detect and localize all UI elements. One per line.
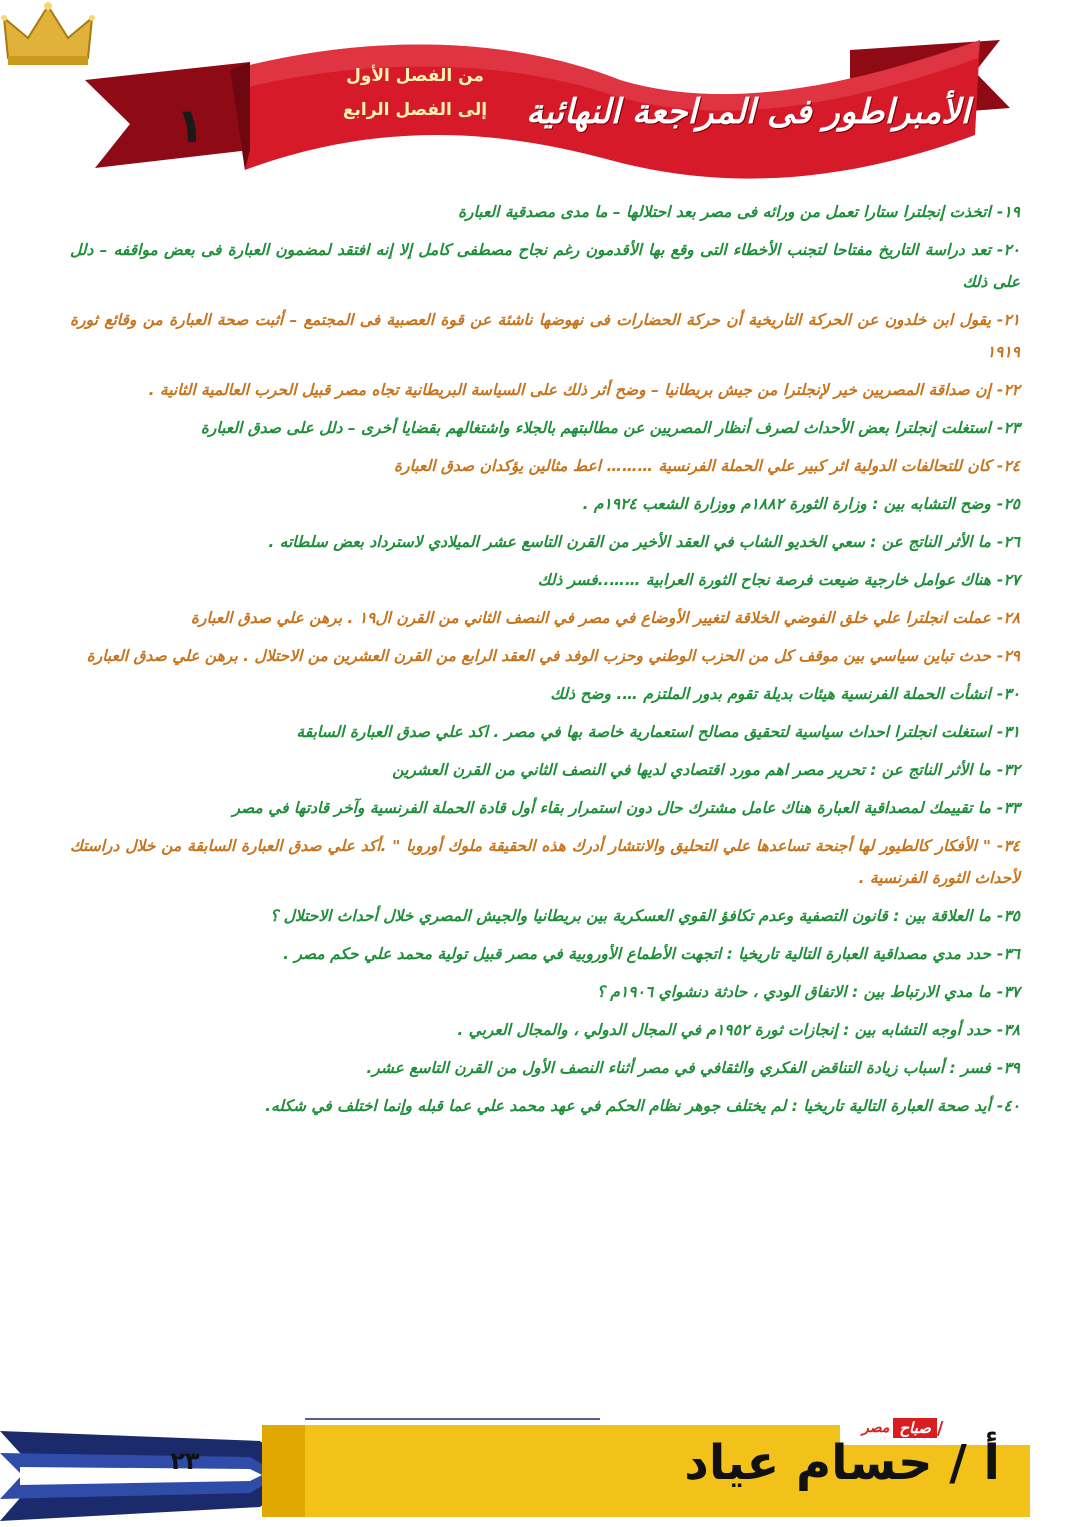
question-number: ٣٤- bbox=[996, 837, 1020, 855]
question-number: ٣٨- bbox=[996, 1021, 1020, 1039]
question-text: إن صداقة المصريين خير لإنجلترا من جيش بريطانيا – وضح أثر ذلك على السياسة البريطانية تجاه مصر قبيل الحرب العالمية الثانية . bbox=[148, 381, 991, 399]
question-text: انشأت الحملة الفرنسية هيئات بديلة تقوم بدور الملتزم …. وضح ذلك bbox=[550, 685, 991, 703]
question-item bbox=[70, 526, 1020, 558]
question-item bbox=[70, 678, 1020, 710]
question-item bbox=[70, 900, 1020, 932]
question-number: ٣٦- bbox=[996, 945, 1020, 963]
header-banner bbox=[0, 0, 1080, 200]
question-item bbox=[70, 564, 1020, 596]
question-number: ٢٩- bbox=[996, 647, 1020, 665]
question-text: كان للتحالفات الدولية اثر كبير علي الحملة الفرنسية ……… اعط مثالين يؤكدان صدق العبارة bbox=[393, 457, 991, 475]
chapter-number: ١ bbox=[175, 98, 205, 154]
question-number: ٢٢- bbox=[996, 381, 1020, 399]
page-number: ٢٣ bbox=[170, 1447, 200, 1475]
question-item bbox=[70, 450, 1020, 482]
question-text: ما مدي الارتباط بين : الاتفاق الودي ، حادثة دنشواي ١٩٠٦م ؟ bbox=[596, 983, 991, 1001]
question-number: ٢٣- bbox=[996, 419, 1020, 437]
question-item bbox=[70, 1014, 1020, 1046]
banner-subtitle-to: إلى الفصل الرابع bbox=[342, 100, 488, 120]
question-item bbox=[70, 1052, 1020, 1084]
question-item bbox=[70, 196, 1020, 228]
question-item bbox=[70, 412, 1020, 444]
question-text: وضح التشابه بين : وزارة الثورة ١٨٨٢م ووزارة الشعب ١٩٢٤م . bbox=[582, 495, 991, 513]
question-number: ٣٢- bbox=[996, 761, 1020, 779]
question-number: ١٩- bbox=[996, 203, 1020, 221]
question-text: حدد أوجه التشابه بين : إنجازات ثورة ١٩٥٢م في المجال الدولي ، والمجال العربي . bbox=[457, 1021, 991, 1039]
crown-icon bbox=[0, 0, 96, 70]
question-text: عملت انجلترا علي خلق الفوضي الخلاقة لتغيير الأوضاع في مصر في النصف الثاني من القرن ال١٩ . برهن علي صدق العبارة bbox=[190, 609, 991, 627]
footer bbox=[0, 1395, 1080, 1527]
question-text: هناك عوامل خارجية ضيعت فرصة نجاح الثورة العرابية ……..فسر ذلك bbox=[537, 571, 991, 589]
question-item bbox=[70, 938, 1020, 970]
question-item bbox=[70, 792, 1020, 824]
question-number: ٣٩- bbox=[996, 1059, 1020, 1077]
question-text: اتخذت إنجلترا ستارا تعمل من ورائه فى مصر بعد احتلالها – ما مدى مصدقية العبارة bbox=[457, 203, 991, 221]
question-item bbox=[70, 234, 1020, 298]
question-number: ٢٤- bbox=[996, 457, 1020, 475]
author-name: أ / حسام عياد bbox=[684, 1435, 1000, 1491]
question-item bbox=[70, 488, 1020, 520]
question-text: استغلت إنجلترا بعض الأحداث لصرف أنظار المصريين عن مطالبتهم بالجلاء واشتغالهم بقضايا أخرى – دلل على صدق العبارة bbox=[200, 419, 991, 437]
question-text: فسر : أسباب زيادة التناقض الفكري والثقافي في مصر أثناء النصف الأول من القرن التاسع عشر. bbox=[366, 1059, 991, 1077]
logo-mark-icon: / bbox=[936, 1417, 944, 1439]
question-text: يقول ابن خلدون عن الحركة التاريخية أن حركة الحضارات فى نهوضها ناشئة عن قوة العصبية فى المجتمع – أثبت صحة العبارة من وقائع ثورة ١٩١٩ bbox=[70, 311, 1020, 361]
question-item bbox=[70, 716, 1020, 748]
question-text: ما تقييمك لمصداقية العبارة هناك عامل مشترك حال دون استمرار بقاء أول قادة الحملة الفرنسية وآخر قادتها في مصر bbox=[232, 799, 991, 817]
banner-subtitle-from: من الفصل الأول bbox=[346, 66, 484, 86]
question-number: ٢٨- bbox=[996, 609, 1020, 627]
question-item bbox=[70, 374, 1020, 406]
question-number: ٣١- bbox=[996, 723, 1020, 741]
question-number: ٣٠- bbox=[996, 685, 1020, 703]
question-number: ٣٧- bbox=[996, 983, 1020, 1001]
question-text: أيد صحة العبارة التالية تاريخيا : لم يختلف جوهر نظام الحكم في عهد محمد علي عما قبله وإنما اختلف في شكله. bbox=[265, 1097, 991, 1115]
question-text: حدد مدي مصداقية العبارة التالية تاريخيا : اتجهت الأطماع الأوروبية في مصر قبيل تولية محمد علي حكم مصر . bbox=[283, 945, 991, 963]
question-number: ٣٣- bbox=[996, 799, 1020, 817]
question-item bbox=[70, 602, 1020, 634]
question-item bbox=[70, 640, 1020, 672]
page-title: الأمبراطور فى المراجعة النهائية bbox=[525, 92, 970, 132]
question-item bbox=[70, 1090, 1020, 1122]
question-number: ٣٥- bbox=[996, 907, 1020, 925]
question-item bbox=[70, 304, 1020, 368]
question-number: ٢٠- bbox=[996, 241, 1020, 259]
question-text: ما الأثر الناتج عن : سعي الخديو الشاب في العقد الأخير من القرن التاسع عشر الميلادي لاسترداد بعض سلطاته . bbox=[268, 533, 991, 551]
question-text: حدث تباين سياسي بين موقف كل من الحزب الوطني وحزب الوفد في العقد الرابع من القرن العشرين من الاحتلال . برهن علي صدق العبارة bbox=[86, 647, 991, 665]
question-number: ٤٠- bbox=[996, 1097, 1020, 1115]
question-list bbox=[70, 196, 1020, 1336]
logo-main-text: صباح bbox=[893, 1418, 937, 1438]
question-number: ٢٥- bbox=[996, 495, 1020, 513]
question-text: استغلت انجلترا احداث سياسية لتحقيق مصالح استعمارية خاصة بها في مصر . اكد علي صدق العبارة السابقة bbox=[296, 723, 991, 741]
question-text: ما العلاقة بين : قانون التصفية وعدم تكافؤ القوي العسكرية بين بريطانيا والجيش المصري خلال أحداث الاحتلال ؟ bbox=[269, 907, 991, 925]
question-number: ٢١- bbox=[996, 311, 1020, 329]
question-text: " الأفكار كالطيور لها أجنحة تساعدها علي التحليق والانتشار أدرك هذه الحقيقة ملوك أوروبا " .أكد علي صدق العبارة السابقة من خلال دراستك لأحداث الثورة الفرنسية . bbox=[70, 837, 1020, 887]
question-item bbox=[70, 830, 1020, 894]
logo-sub-text: مصر bbox=[862, 1420, 890, 1436]
question-text: ما الأثر الناتج عن : تحرير مصر اهم مورد اقتصادي لديها في النصف الثاني من القرن العشرين bbox=[392, 761, 991, 779]
question-text: تعد دراسة التاريخ مفتاحا لتجنب الأخطاء التى وقع بها الأقدمون رغم نجاح مصطفى كامل إلا إنه افتقد لمضمون العبارة فى بعض مواقفه – دلل على ذلك bbox=[70, 241, 1020, 291]
question-number: ٢٧- bbox=[996, 571, 1020, 589]
question-item bbox=[70, 754, 1020, 786]
question-number: ٢٦- bbox=[996, 533, 1020, 551]
question-item bbox=[70, 976, 1020, 1008]
